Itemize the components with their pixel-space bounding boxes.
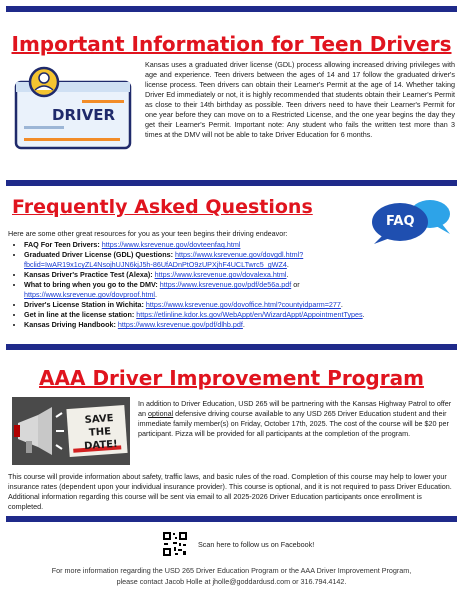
contact-line-1: For more information regarding the USD 265 Driver Education Program or the AAA Driver Improvement Program, [51,566,412,575]
faq-item-label: Graduated Driver License (GDL) Questions: [24,250,173,259]
qr-code-icon [162,531,188,557]
faq-item-link[interactable]: https://www.ksrevenue.gov/dovgdl.html?fbclid=IwAR19x1cyZL4NsojhUJN6kjJ5h-86UfADnPtO9zUPXjhF4UCLTwrc5_gWZ4 [24,250,304,269]
faq-item-label: Driver's License Station in Wichita: [24,300,144,309]
faq-list-item [24,310,424,320]
faq-item-link[interactable]: https://www.ksrevenue.gov/pdf/de56a.pdf [159,280,292,289]
faq-item-separator: or [291,280,300,289]
aaa-text-post: defensive driving course available to any USD 265 Driver Education student and their immediate family member(s) on Friday, October 17th, 2025. The cost of the course will be $20 per participant. Pizza will be provided for all participants at the completion of the program. [138,409,449,438]
aaa-text-optional: optional [148,409,174,418]
aaa-program-text [138,399,454,439]
divider-bar-3 [6,516,457,522]
divider-bar-1 [6,180,457,186]
faq-bubble-graphic [360,198,456,244]
section-title-faq: Frequently Asked Questions [12,196,313,218]
top-divider-bar [6,6,457,12]
gdl-info-text: Kansas uses a graduated driver license (GDL) process allowing increased driving privileges with age and experience. Teen drivers between the ages of 14 and 17 follow the graduated driver's license process. Teen drivers can obtain their Learner's Permit at the age of 14. Whether taking Driver Ed immediately or not, it is highly recommended that students obtain their Learner's Permit as close to their 14th birthday as possible. Teen drivers need to have their Learner's Permit for one year before they can move on to a Restricted License, and the one year begins the day they get their Learner's Permit. Important note: Any student who fails the written test more than 3 times at the DMV will not be able to take Driver Education for 6 months. [145,60,455,139]
aaa-course-paragraph [8,472,456,512]
faq-item-end: . [286,270,289,279]
facebook-qr-code[interactable] [162,531,188,557]
faq-list-item [24,320,424,330]
save-the-date-text: SAVE THE DATE! [83,413,118,453]
aaa-program-paragraph [138,399,454,439]
faq-item-label: Kansas Driver's Practice Test (Alexa): [24,270,153,279]
faq-item-end: . [286,260,289,269]
license-label: DRIVER [52,106,115,124]
faq-list-item [24,280,424,300]
faq-intro: Here are some other great resources for you as your teen begins their driving endeavor: [8,229,288,238]
faq-resource-list [6,240,424,330]
faq-item-end: . [340,300,343,309]
faq-list-item [24,240,424,250]
faq-item-link-secondary[interactable]: https://www.ksrevenue.gov/dovproof.html [24,290,156,299]
contact-line-2: please contact Jacob Holle at jholle@goddardusd.com or 316.794.4142. [116,577,347,586]
faq-item-link[interactable]: https://www.ksrevenue.gov/dovoffice.html?countyidparm=277 [145,300,341,309]
faq-item-end: . [362,310,365,319]
aaa-course-text: This course will provide information about safety, traffic laws, and basic rules of the road. Completion of this course may help to lower your insurance rates (dependent upon your individual insurance provider). This course is optional, and it is not required to pass Driver Education. Additional information regarding this course will be sent via email to all 2025-2026 Driver Education participants once enrollment is completed. [8,472,452,511]
faq-list-item [24,300,424,310]
faq-item-label: Kansas Driving Handbook: [24,320,116,329]
faq-item-end: . [155,290,158,299]
gdl-info-paragraph [145,60,455,140]
faq-item-link[interactable]: https://www.ksrevenue.gov/pdf/dlhb.pdf [117,320,243,329]
divider-bar-2 [6,344,457,350]
aaa-text-pre: In addition to Driver Education, USD 265 will be partnering with the Kansas Highway Patrol to offer an [138,399,452,418]
save-the-date-graphic [12,397,130,465]
faq-item-label: FAQ For Teen Drivers: [24,240,100,249]
section-title-aaa-program: AAA Driver Improvement Program [39,366,424,390]
faq-item-end: . [242,320,245,329]
drivers-license-illustration [12,64,136,156]
faq-item-link[interactable]: https://www.ksrevenue.gov/dovalexa.html [154,270,287,279]
faq-item-link[interactable]: https://etlinline.kdor.ks.gov/WebAppt/en/WizardAppt/AppointmentTypes [136,310,363,319]
faq-item-link[interactable]: https://www.ksrevenue.gov/dovteenfaq.html [101,240,241,249]
faq-list-item [24,250,424,270]
faq-item-label: What to bring when you go to the DMV: [24,280,158,289]
section-title-teen-drivers: Important Information for Teen Drivers [11,32,452,56]
faq-list-item [24,270,424,280]
faq-item-label: Get in line at the license station: [24,310,135,319]
faq-badge-text: FAQ [386,214,415,229]
qr-caption: Scan here to follow us on Facebook! [198,540,315,549]
